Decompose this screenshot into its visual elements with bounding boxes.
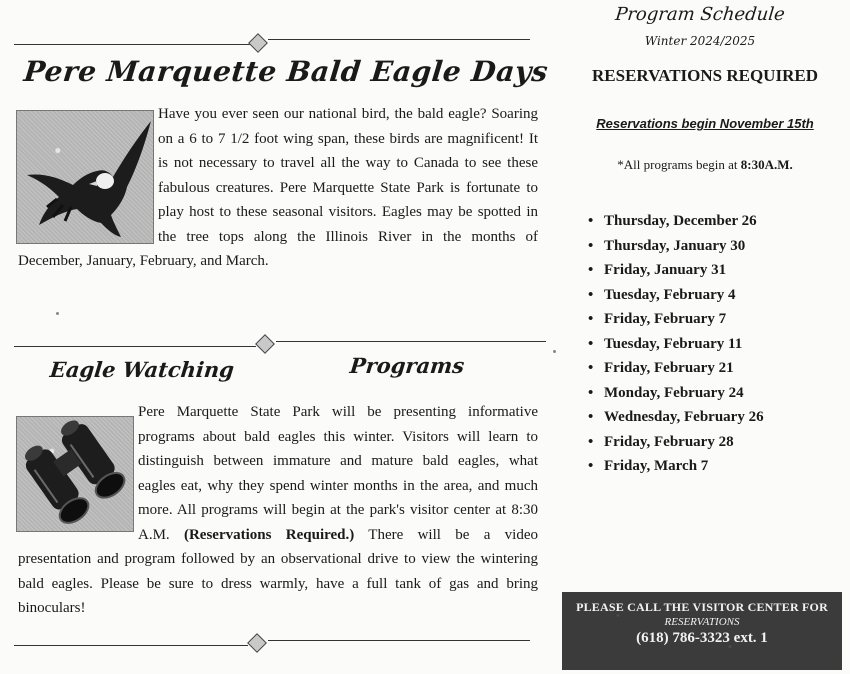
program-date-item: • Wednesday, February 26 xyxy=(588,405,764,430)
top-divider-diamond xyxy=(248,33,268,53)
speck xyxy=(56,312,59,315)
programs-text-rest: There will be a video presentation and program followed by an observational drive to view the wintering bald eagles. Please be sure to dress warmly, have a full tank of gas and bring binoculars! xyxy=(18,526,538,616)
program-date-item: • Monday, February 24 xyxy=(588,381,764,406)
program-date-item: • Thursday, January 30 xyxy=(588,234,764,259)
programs-text: Pere Marquette State Park will be presenting informative programs about bald eagles this winter. Visitors will learn to distinguish between immature and mature bald eagles, what eagles eat, why they spend winter months in the area, and much more. All programs will begin at the park's visitor center at 8:30 A.M. xyxy=(138,404,538,543)
bottom-divider xyxy=(14,645,248,646)
programs-paragraph xyxy=(18,400,538,621)
call-box-line2: RESERVATIONS xyxy=(664,616,740,628)
schedule-title: Program Schedule xyxy=(614,4,786,25)
bottom-divider-right xyxy=(268,640,530,641)
speck xyxy=(553,350,556,353)
bottom-divider-diamond xyxy=(247,633,267,653)
all-programs-time: 8:30A.M. xyxy=(740,157,793,172)
page-title: Pere Marquette Bald Eagle Days xyxy=(22,55,550,88)
program-date-item: • Friday, March 7 xyxy=(588,454,764,479)
schedule-season: Winter 2024/2025 xyxy=(644,34,756,48)
reservations-required-heading: RESERVATIONS REQUIRED xyxy=(592,66,818,85)
program-date-item: • Friday, February 7 xyxy=(588,307,764,332)
middle-divider-diamond xyxy=(255,334,275,354)
photo-spacer xyxy=(18,400,138,547)
program-date-item: • Friday, February 21 xyxy=(588,356,764,381)
visitor-center-phone: (618) 786-3323 ext. 1 xyxy=(636,630,768,646)
program-dates-list xyxy=(588,209,764,479)
program-date-item: • Tuesday, February 4 xyxy=(588,283,764,308)
section-title-eagle-watching: Eagle Watching xyxy=(48,357,236,382)
call-box-line1: PLEASE CALL THE VISITOR CENTER FOR xyxy=(576,600,828,614)
program-date-item: • Thursday, December 26 xyxy=(588,209,764,234)
all-programs-note xyxy=(575,157,835,173)
photo-spacer xyxy=(18,102,158,249)
all-programs-prefix: *All programs begin at xyxy=(617,157,741,172)
eagle-days-text: Have you ever seen our national bird, the bald eagle? Soaring on a 6 to 7 1/2 foot wing span, these birds are magnificent! It is not necessary to travel all the way to Canada to see these fabulous creatures. Pere Marquette State Park is fortunate to play host to these seasonal visitors. Eagles may be spotted in the tree tops along the Illinois River in the months of December, January, February, and March. xyxy=(18,106,538,269)
middle-divider-right xyxy=(276,341,546,342)
program-date-item: • Friday, January 31 xyxy=(588,258,764,283)
section-title-programs: Programs xyxy=(348,353,466,378)
reservations-begin-note: Reservations begin November 15th xyxy=(596,116,814,131)
middle-divider xyxy=(14,346,256,347)
program-date-item: • Friday, February 28 xyxy=(588,430,764,455)
top-divider-right xyxy=(268,39,530,40)
call-visitor-center-box xyxy=(562,592,842,670)
eagle-days-paragraph xyxy=(18,102,538,274)
reservations-required-inline: (Reservations Required.) xyxy=(183,526,355,543)
top-divider xyxy=(14,44,250,45)
program-date-item: • Tuesday, February 11 xyxy=(588,332,764,357)
